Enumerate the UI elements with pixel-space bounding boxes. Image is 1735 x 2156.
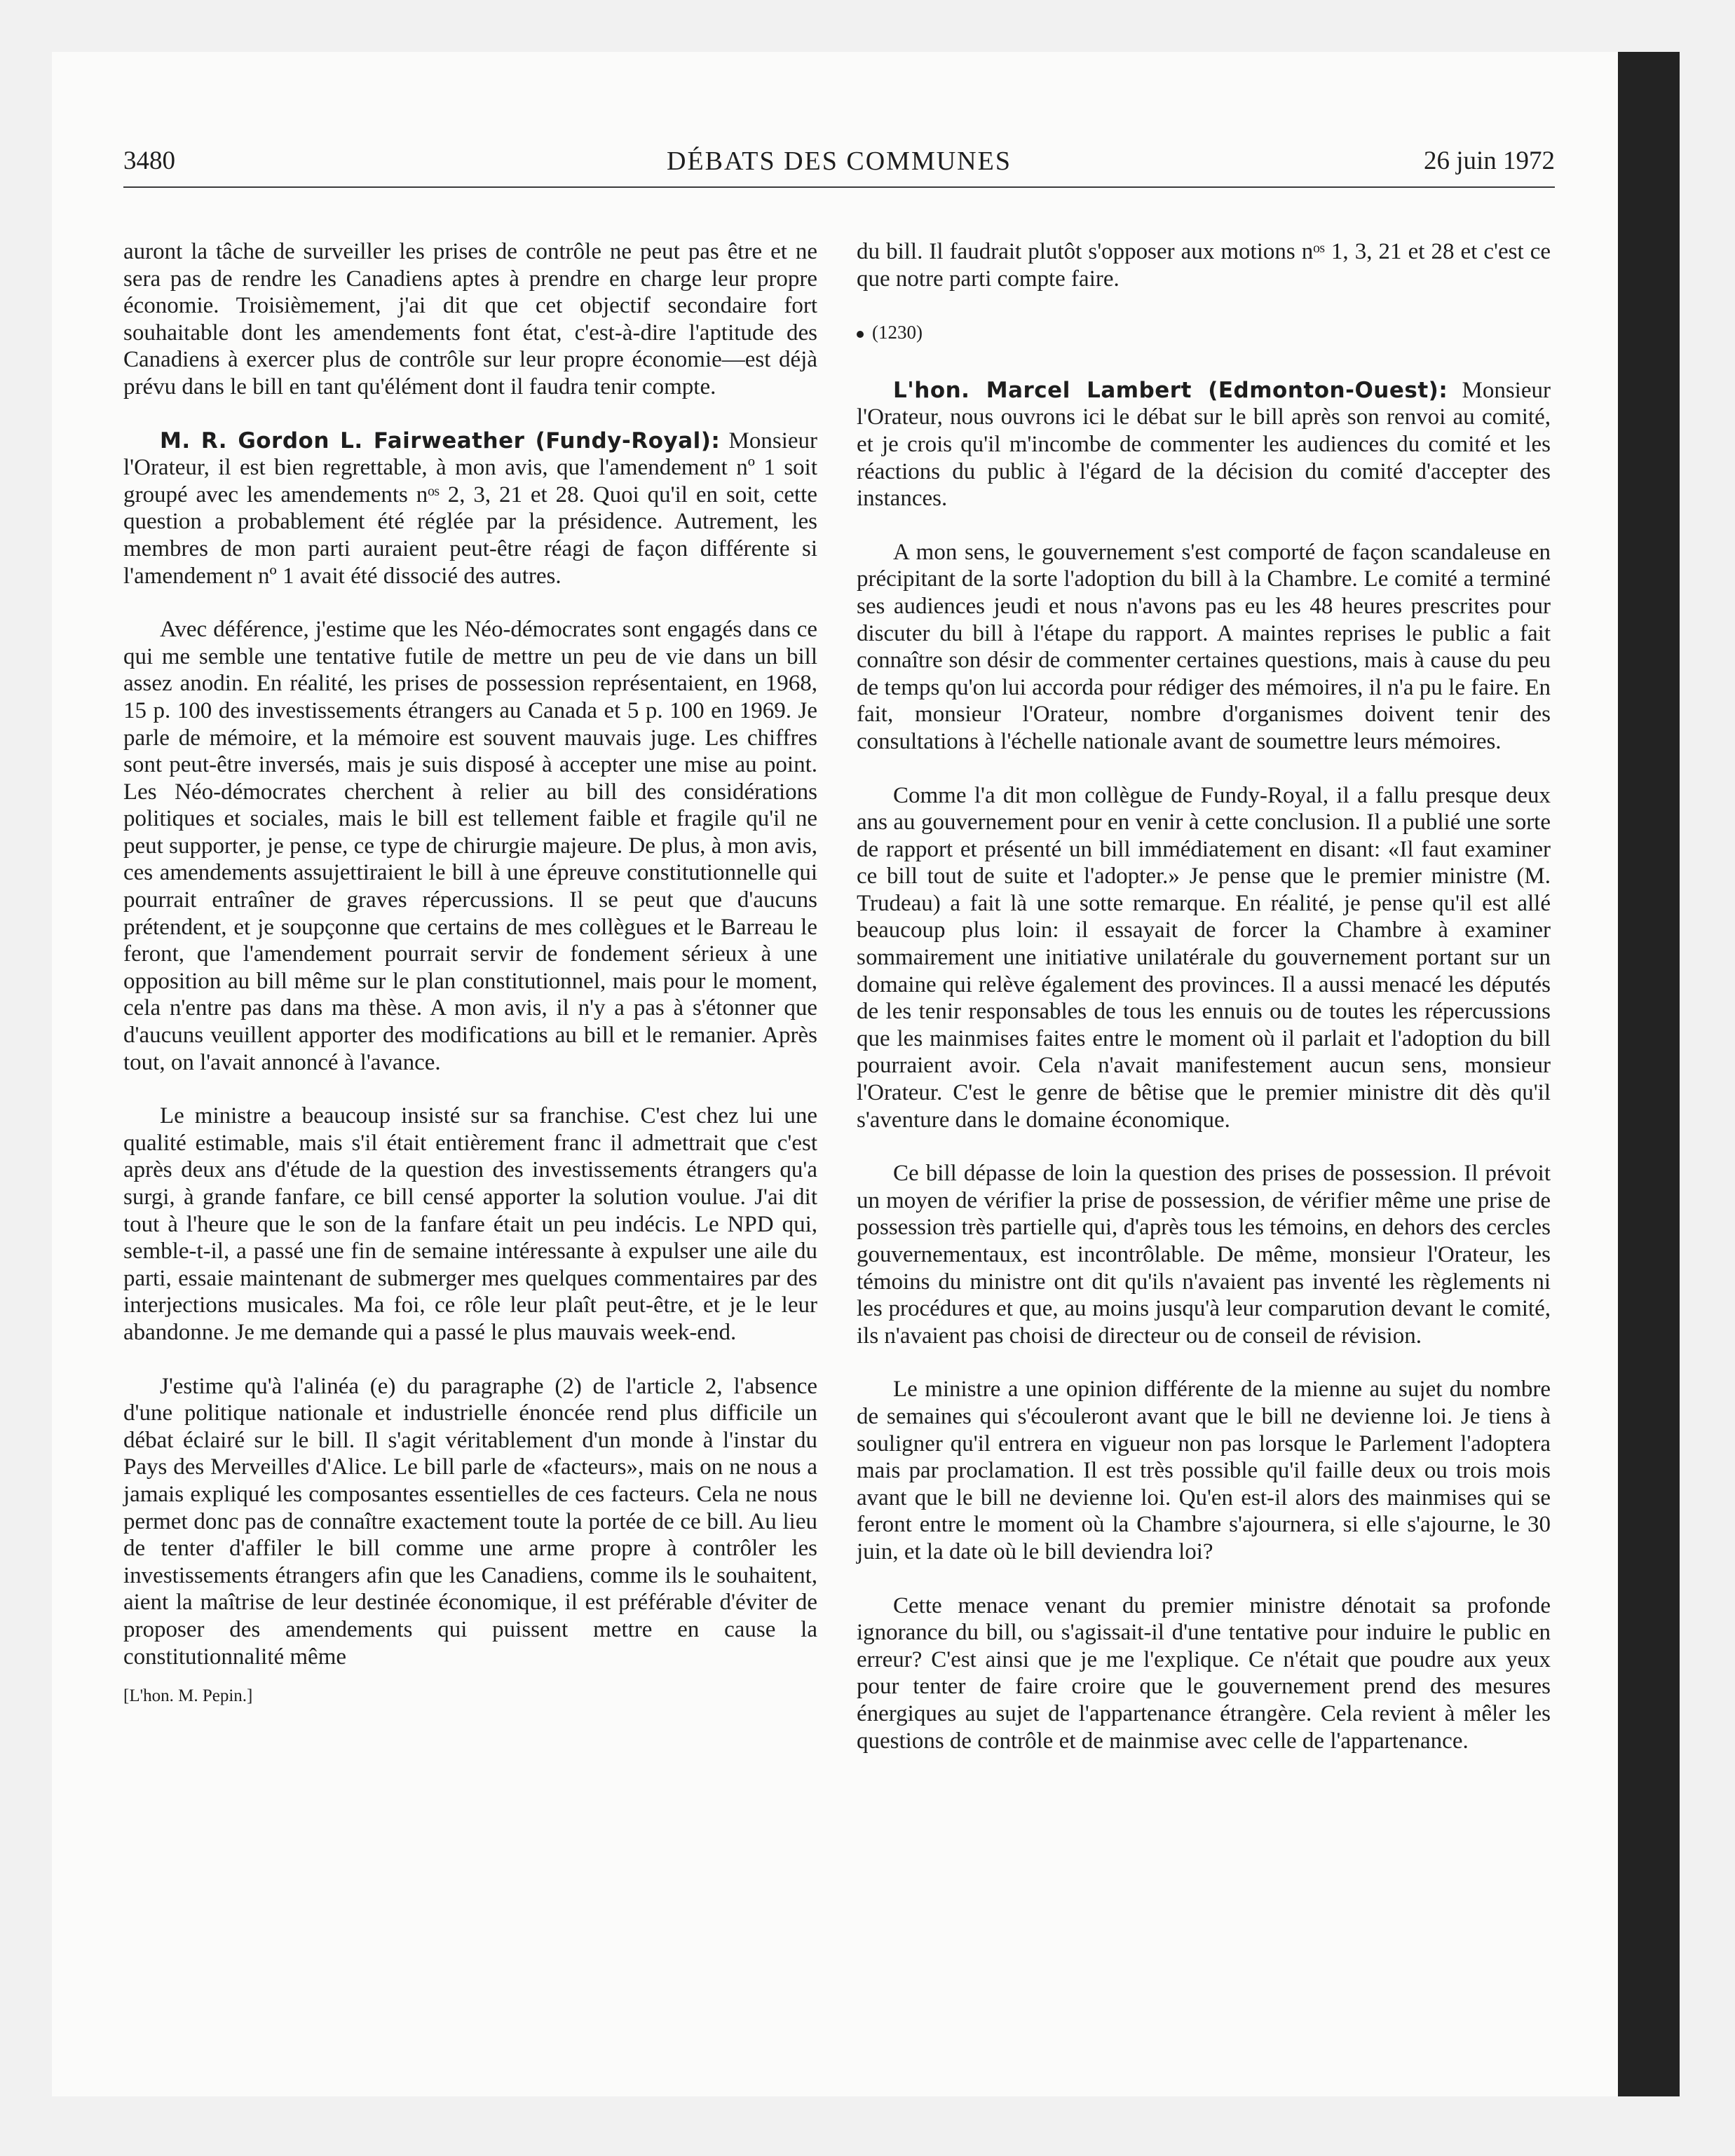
paragraph: Comme l'a dit mon collègue de Fundy-Royal, il a fallu presque deux ans au gouvernement pour en venir à cette conclusion. Il a publié une sorte de rapport et présenté un bill immédiatement en disant: «Il faut examiner ce bill tout de suite et l'adopter.» Je pense que le premier ministre (M. Trudeau) a fait là une sotte remarque. En réalité, je pense qu'il est allé beaucoup plus loin: il essayait de forcer la Chambre à examiner sommairement une initiative unilatérale du gouvernement portant sur un domaine qui relève également des provinces. Il a aussi menacé les députés de les tenir responsables de tous les ennuis ou de toutes les répercussions que les mainmises faites entre le moment où il parlait et l'adoption du bill pourraient avoir. Cela n'avait manifestement aucun sens, monsieur l'Orateur. C'est le genre de bêtise que le premier ministre dit dès qu'il s'aventure dans le domaine économique. [857,782,1551,1133]
speech-paragraph [857,377,1551,512]
footnote: [L'hon. M. Pepin.] [123,1686,253,1706]
time-marker-text: (1230) [872,322,923,343]
page-number: 3480 [123,146,175,175]
paragraph: Le ministre a une opinion différente de la mienne au sujet du nombre de semaines qui s'écouleront avant que le bill ne devienne loi. Je tiens à souligner qu'il entrera en vigueur non pas lorsque le Parlement l'adoptera mais par proclamation. Il est très possible qu'il faille deux ou trois mois avant que le bill ne devienne loi. Qu'en est-il alors des mainmises qui se feront entre le moment où la Chambre s'ajournera, si elle s'ajourne, le 30 juin, et la date où le bill deviendra loi? [857,1377,1551,1564]
paragraph: J'estime qu'à l'alinéa (e) du paragraphe (2) de l'article 2, l'absence d'une politique nationale et industrielle énoncée rend plus difficile un débat éclairé sur le bill. Il s'agit véritablement d'un monde à l'instar du Pays des Merveilles d'Alice. Le bill parle de «facteurs», mais on ne nous a jamais expliqué les composantes essentielles de ces facteurs. Cela ne nous permet donc pas de connaître exactement toute la portée de ce bill. Au lieu de tenter d'affiler le bill comme une arme propre à contrôler les investissements étrangers afin que les Canadiens, comme ils le souhaitent, aient la maîtrise de leur destinée économique, il est préférable d'éviter de proposer des amendements qui puissent mettre en cause la constitutionnalité même [123,1373,817,1670]
speech-text: Monsieur l'Orateur, nous ouvrons ici le débat sur le bill après son renvoi au comité, et je crois qu'il m'incombe de commenter les audiences du comité et les réactions du public à l'égard de la décision du comité d'accepter des instances. [857,377,1551,512]
publication-date: 26 juin 1972 [1423,146,1555,175]
scan-edge-bar [1618,52,1680,2096]
publication-title: DÉBATS DES COMMUNES [667,146,1012,176]
paragraph: A mon sens, le gouvernement s'est comporté de façon scandaleuse en précipitant de la sorte l'adoption du bill à la Chambre. Le comité a terminé ses audiences jeudi et nous n'avons pas eu les 48 heures prescrites pour discuter du bill à l'étape du rapport. A maintes reprises le public a fait connaître son désir de commenter certaines questions, mais à cause du peu de temps qu'on lui accorda pour rédiger des mémoires, il n'a pu le faire. En fait, monsieur l'Orateur, nombre d'organismes doivent tenir des consultations à l'échelle nationale avant de soumettre leurs mémoires. [857,539,1551,754]
left-column [123,238,817,1710]
paragraph: Avec déférence, j'estime que les Néo-démocrates sont engagés dans ce qui me semble une tentative futile de mettre un peu de vie dans un bill assez anodin. En réalité, les prises de possession représentaient, en 1968, 15 p. 100 des investissements étrangers au Canada et 5 p. 100 en 1969. Je parle de mémoire, et la mémoire est souvent mauvais juge. Les chiffres sont peut-être inversés, mais je suis disposé à accepter une mise au point. Les Néo-démocrates cherchent à relier au bill des considérations politiques et sociales, mais le bill est tellement faible et fragile qu'il ne peut supporter, je pense, ce type de chirurgie majeure. De plus, à mon avis, ces amendements assujettiraient le bill à une épreuve constitutionnelle qui pourrait entraîner de graves répercussions. Il se peut que d'aucuns prétendent, et je soupçonne que certains de mes collègues et le Barreau le feront, que l'amendement pourrait servir de fondement sérieux à une opposition au bill même sur le plan constitutionnel, mais pour le moment, cela n'entre pas dans ma thèse. A mon avis, il n'y a pas à s'étonner que d'aucuns veuillent apporter des modifications au bill et le remanier. Après tout, on l'avait annoncé à l'avance. [123,617,817,1075]
right-column [857,238,1551,1781]
speaker-name: M. R. Gordon L. Fairweather (Fundy-Royal): [160,428,721,453]
speaker-name: L'hon. Marcel Lambert (Edmonton-Ouest): [893,377,1448,403]
time-marker [857,319,1551,346]
speech-text: Monsieur l'Orateur, il est bien regrettable, à mon avis, que l'amendement nº 1 soit groupé avec les amendements nᵒˢ 2, 3, 21 et 28. Quoi qu'il en soit, cette question a probablement été réglée par la présidence. Autrement, les membres de mon parti auraient peut-être réagi de façon différente si l'amendement nº 1 avait été dissocié des autres. [123,428,818,589]
paragraph: du bill. Il faudrait plutôt s'opposer aux motions nᵒˢ 1, 3, 21 et 28 et c'est ce que notre parti compte faire. [857,239,1551,292]
paragraph: Cette menace venant du premier ministre dénotait sa profonde ignorance du bill, ou s'agissait-il d'une tentative pour induire le public en erreur? C'est ainsi que je me l'explique. Ce n'était que poudre aux yeux pour tenter de faire croire que le gouvernement prend des mesures énergiques au sujet de l'appartenance étrangère. Cela revient à mêler les questions de contrôle et de mainmise avec celle de l'appartenance. [857,1592,1551,1754]
paragraph: Ce bill dépasse de loin la question des prises de possession. Il prévoit un moyen de vérifier la prise de possession, de vérifier même une prise de possession très partielle qui, d'après tous les témoins, en dehors des cercles gouvernementaux, est incontrôlable. De même, monsieur l'Orateur, les témoins du ministre ont dit qu'ils n'avaient pas inventé les règlements ni les procédures et que, au moins jusqu'à leur comparution devant le comité, ils n'avaient pas choisi de directeur ou de conseil de révision. [857,1161,1551,1349]
speech-paragraph [123,428,817,590]
page-header [123,140,1555,188]
paragraph: Le ministre a beaucoup insisté sur sa franchise. C'est chez lui une qualité estimable, mais s'il était entièrement franc il admettrait que c'est après deux ans d'étude de la question des investissements étrangers qu'a surgi, à grande fanfare, ce bill censé apporter la solution voulue. J'ai dit tout à l'heure que le son de la fanfare était un peu indécis. Le NPD qui, semble-t-il, a passé une fin de semaine intéressante à expulser une aile du parti, essaie maintenant de submerger mes quelques commentaires par des interjections musicales. Ma foi, ce rôle leur plaît peut-être, et je le leur abandonne. Je me demande qui a passé le plus mauvais week-end. [123,1103,817,1345]
paragraph: auront la tâche de surveiller les prises de contrôle ne peut pas être et ne sera pas de rendre les Canadiens aptes à prendre en charge leur propre économie. Troisièmement, j'ai dit que cet objectif secondaire fort souhaitable dont les amendements font état, c'est-à-dire l'aptitude des Canadiens à exercer plus de contrôle sur leur propre économie—est déjà prévu dans le bill en tant qu'élément dont il faudra tenir compte. [123,239,817,400]
bullet-icon [857,331,864,338]
